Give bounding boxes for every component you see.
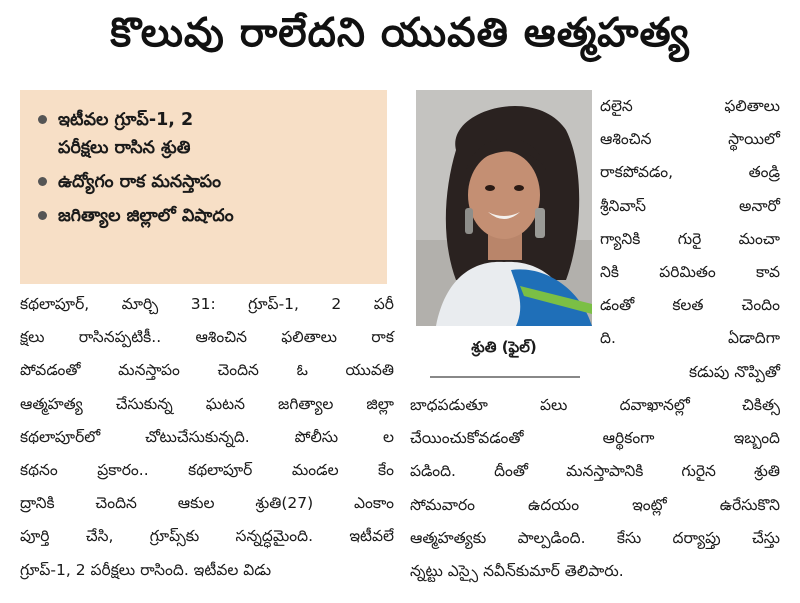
portrait-photo (416, 90, 592, 326)
body-line: బాధపడుతూ పలు దవాఖానల్లో చికిత్స (410, 396, 780, 414)
headline: కొలువు రాలేదని యువతి ఆత్మహత్య (110, 10, 690, 56)
highlight-line: ఇటీవల గ్రూప్‌-1, 2 (58, 110, 194, 130)
bullet-icon (38, 115, 47, 124)
bullet-icon (38, 211, 47, 220)
caption-divider (430, 376, 580, 378)
body-line: కథలాపూర్‌, మార్చి 31: గ్రూప్‌-1, 2 పరీ (20, 295, 394, 313)
body-line: ఆత్మహత్య చేసుకున్న ఘటన జగిత్యాల జిల్లా (20, 394, 394, 413)
body-line: శ్రీనివాస్‌ అనారో (600, 196, 780, 215)
body-line: చేయించుకోవడంతో ఆర్థికంగా ఇబ్బంది (410, 429, 780, 448)
portrait-illustration (416, 90, 592, 326)
body-line: ఆత్మహత్యకు పాల్పడింది. కేసు దర్యాప్తు చేస్తు (410, 528, 780, 547)
article-body-right-full (410, 389, 780, 588)
body-line: క్షలు రాసినప్పటికీ.. ఆశించిన ఫలితాలు రాక (20, 328, 394, 347)
body-line: గ్రూప్‌-1, 2 పరీక్షలు రాసింది. ఇటీవల విడు (20, 560, 272, 579)
bullet-icon (38, 177, 47, 186)
photo-caption: శ్రుతి (ఫైల్‌) (471, 338, 537, 356)
body-line: దలైన ఫలితాలు (600, 97, 780, 115)
body-line: కడుపు నొప్పితో (689, 362, 780, 381)
highlight-line: జగిత్యాల జిల్లాలో విషాదం (58, 206, 234, 226)
highlight-item (36, 202, 375, 230)
body-line: పడింది. దీంతో మనస్తాపానికి గురైన శ్రుతి (410, 462, 780, 481)
highlights-box (20, 90, 387, 284)
highlights-list (36, 106, 375, 230)
body-line: న్నట్టు ఎస్సై నవీన్‌కుమార్‌ తెలిపారు. (410, 562, 624, 581)
highlight-line: ఉద్యోగం రాక మనస్తాపం (58, 172, 221, 192)
body-line: డంతో కలత చెందిం (600, 296, 780, 315)
body-line: గ్యానికి గురై మంచా (600, 229, 780, 248)
body-line: సోమవారం ఉదయం ఇంట్లో ఉరేసుకొని (410, 495, 780, 514)
article-body-left (20, 288, 394, 587)
body-line: ద్రానికి చెందిన ఆకుల శ్రుతి(27) ఎంకాం (20, 494, 394, 513)
body-line: రాకపోవడం, తండ్రి (600, 163, 780, 182)
body-line: ది. ఏడాదిగా (600, 329, 780, 348)
article-body-right-narrow (600, 90, 780, 389)
highlight-item (36, 106, 375, 162)
body-line: పూర్తి చేసి, గ్రూప్స్‌కు సన్నద్ధమైంది. ఇటీవలే (20, 527, 394, 546)
body-line: ఆశించిన స్థాయిలో (600, 130, 780, 149)
body-line: కథలాపూర్‌లో చోటుచేసుకున్నది. పోలీసు ల (20, 427, 394, 446)
body-line: నికి పరిమితం కావ (600, 263, 780, 282)
body-line: కథనం ప్రకారం.. కథలాపూర్‌ మండల కేం (20, 461, 394, 480)
highlight-item (36, 168, 375, 196)
body-line: పోవడంతో మనస్తాపం చెందిన ఓ యువతి (20, 361, 394, 380)
highlight-line: పరీక్షలు రాసిన శ్రుతి (58, 138, 191, 158)
